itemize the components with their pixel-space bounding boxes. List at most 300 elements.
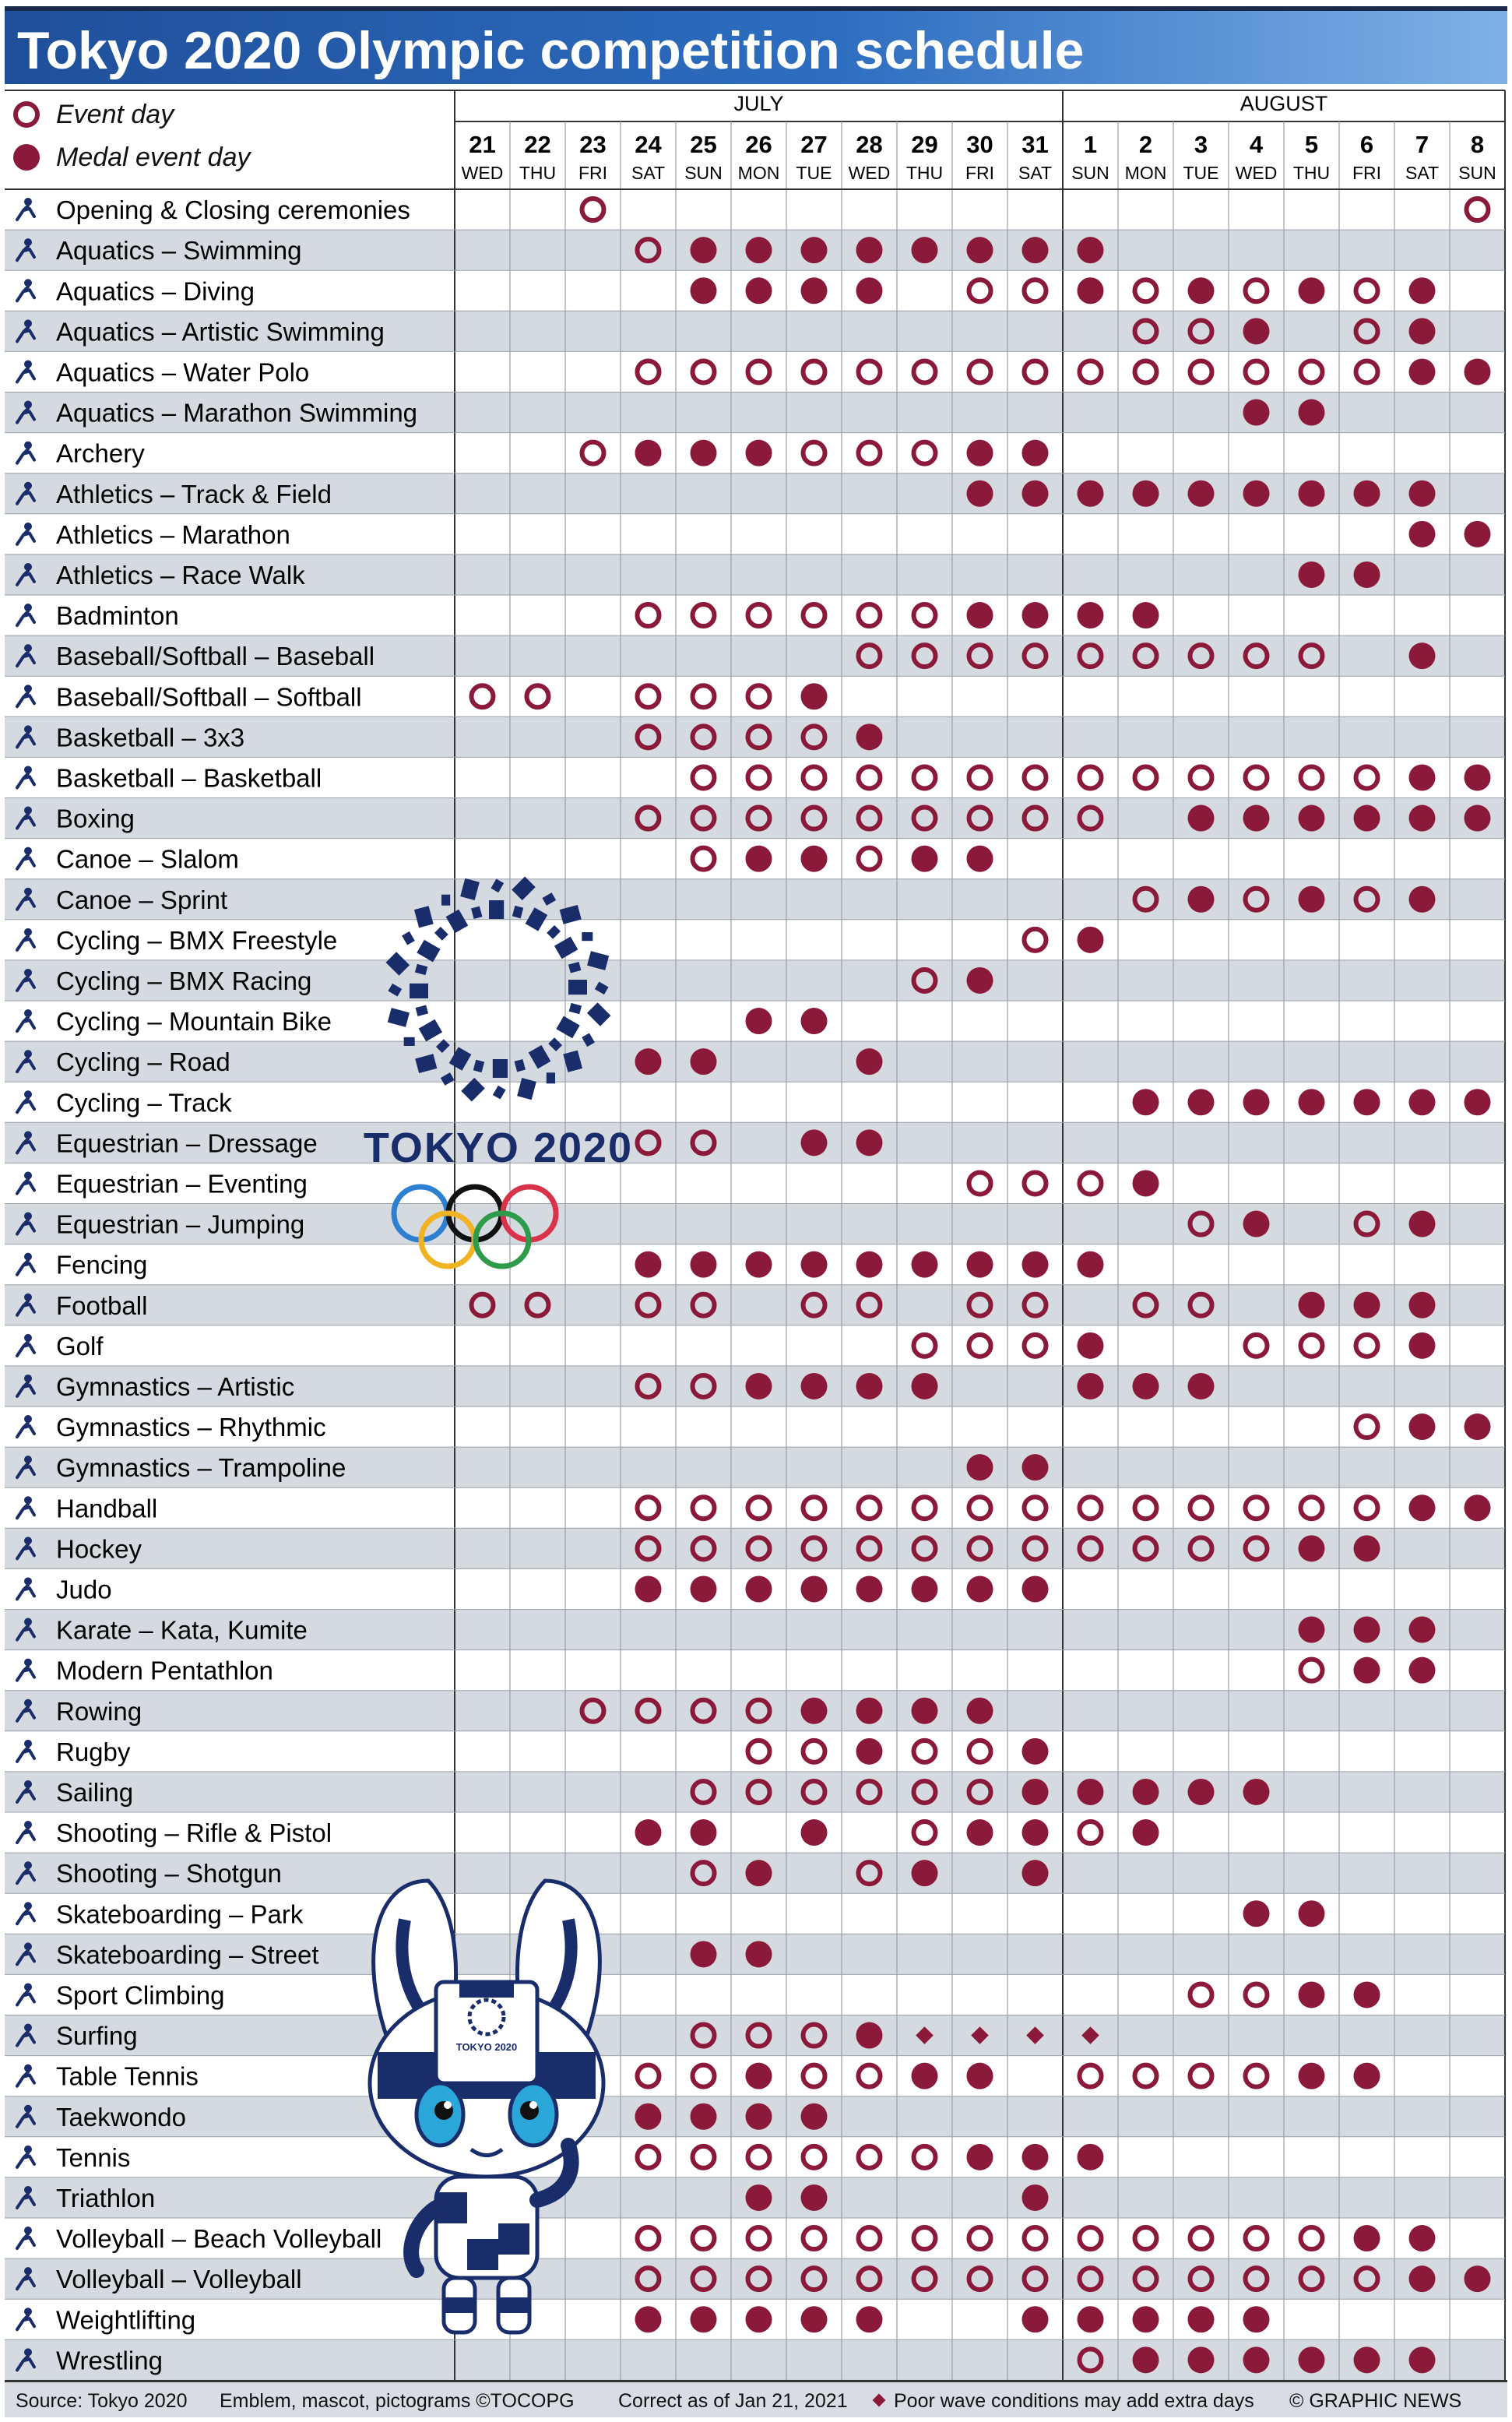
medal-day-marker (1188, 805, 1215, 832)
medal-day-marker (801, 1698, 828, 1724)
sport-label: Aquatics – Water Polo (56, 357, 310, 387)
day-of-week: MON (1124, 163, 1167, 183)
day-of-week: SAT (1018, 163, 1053, 183)
medal-day-marker (856, 1698, 883, 1724)
day-of-week: WED (848, 163, 891, 183)
medal-day-marker (801, 2306, 828, 2332)
day-number: 22 (524, 131, 551, 158)
medal-day-marker (1243, 400, 1270, 426)
day-of-week: TUE (796, 163, 832, 183)
medal-day-marker (856, 1251, 883, 1278)
medal-day-marker (1354, 1292, 1380, 1318)
medal-day-marker (1299, 400, 1325, 426)
row-background (5, 595, 1505, 635)
sport-label: Shooting – Rifle & Pistol (56, 1818, 332, 1848)
row-background (5, 1974, 1505, 2015)
sport-label: Football (56, 1290, 148, 1320)
medal-day-marker (1133, 1170, 1159, 1196)
sport-label: Volleyball – Volleyball (56, 2265, 302, 2294)
sport-label: Basketball – 3x3 (56, 723, 245, 752)
medal-day-marker (967, 2144, 993, 2170)
medal-day-marker (1022, 1738, 1049, 1765)
medal-day-marker (1299, 277, 1325, 304)
day-number: 7 (1415, 131, 1429, 158)
medal-day-marker (1409, 886, 1436, 913)
medal-day-marker (856, 1048, 883, 1075)
sport-label: Canoe – Slalom (56, 844, 239, 874)
day-of-week: FRI (965, 163, 995, 183)
medal-day-marker (746, 237, 772, 263)
medal-day-marker (856, 723, 883, 750)
medal-day-marker (1409, 1657, 1436, 1684)
sport-label: Sailing (56, 1777, 134, 1807)
row-background (5, 1772, 1505, 1812)
medal-day-marker (1354, 2346, 1380, 2373)
medal-day-marker (746, 2184, 772, 2211)
medal-day-marker (1022, 2184, 1049, 2211)
day-number: 30 (966, 131, 993, 158)
sport-label: Cycling – BMX Racing (56, 966, 312, 995)
medal-day-marker (912, 846, 938, 872)
sport-label: Gymnastics – Artistic (56, 1371, 295, 1401)
sport-label: Baseball/Softball – Baseball (56, 642, 375, 671)
medal-day-marker (1465, 764, 1491, 790)
medal-day-marker (746, 1251, 772, 1278)
medal-day-marker (912, 1251, 938, 1278)
row-background (5, 879, 1505, 920)
sport-label: Gymnastics – Rhythmic (56, 1413, 326, 1442)
medal-day-marker (1354, 1657, 1380, 1684)
medal-day-marker (1243, 2306, 1270, 2332)
medal-day-marker (691, 2103, 717, 2130)
medal-day-marker (1133, 1089, 1159, 1115)
medal-day-marker (1022, 2144, 1049, 2170)
day-of-week: WED (461, 163, 504, 183)
sport-label: Equestrian – Dressage (56, 1128, 318, 1158)
medal-day-marker (1243, 1900, 1270, 1927)
medal-day-marker (967, 2063, 993, 2089)
medal-day-marker (1188, 2306, 1215, 2332)
sport-label: Aquatics – Marathon Swimming (56, 398, 418, 428)
month-label-august: AUGUST (1239, 92, 1328, 115)
day-number: 21 (469, 131, 496, 158)
medal-day-marker (801, 1373, 828, 1399)
medal-day-marker (1133, 1779, 1159, 1805)
day-of-week: FRI (1352, 163, 1382, 183)
medal-day-marker (1299, 1292, 1325, 1318)
day-of-week: THU (905, 163, 944, 183)
medal-day-marker (1188, 1779, 1215, 1805)
medal-day-marker (1299, 2346, 1325, 2373)
medal-day-marker (1409, 481, 1436, 507)
medal-day-marker (856, 1575, 883, 1602)
medal-day-marker (967, 1251, 993, 1278)
footer-source: Source: Tokyo 2020 (16, 2390, 188, 2412)
medal-day-marker (1022, 1819, 1049, 1846)
medal-day-marker (635, 1819, 662, 1846)
medal-day-marker (1078, 1373, 1104, 1399)
day-number: 25 (690, 131, 717, 158)
sport-label: Triathlon (56, 2183, 156, 2213)
sport-label: Aquatics – Artistic Swimming (56, 317, 385, 347)
medal-day-marker (1409, 318, 1436, 344)
medal-day-marker (1022, 1860, 1049, 1886)
sport-label: Skateboarding – Park (56, 1899, 304, 1929)
sport-label: Judo (56, 1575, 112, 1604)
medal-day-marker (1078, 481, 1104, 507)
day-of-week: TUE (1183, 163, 1219, 183)
sport-label: Cycling – BMX Freestyle (56, 925, 338, 955)
sport-label: Hockey (56, 1534, 142, 1564)
miraitowa-mascot (343, 1865, 631, 2348)
medal-day-marker (691, 1048, 717, 1075)
medal-day-marker (967, 1575, 993, 1602)
medal-day-marker (967, 967, 993, 994)
sport-label: Boxing (56, 804, 135, 833)
medal-day-marker (1299, 1535, 1325, 1561)
medal-day-marker (856, 277, 883, 304)
medal-day-marker (635, 1575, 662, 1602)
medal-day-marker (856, 1738, 883, 1765)
sport-label: Cycling – Road (56, 1047, 230, 1077)
medal-day-marker (1022, 237, 1049, 263)
month-label-july: JULY (733, 92, 784, 115)
medal-day-marker (1409, 1617, 1436, 1643)
medal-day-marker (801, 1819, 828, 1846)
day-number: 23 (579, 131, 607, 158)
medal-day-marker (1022, 602, 1049, 628)
medal-day-marker (691, 440, 717, 466)
row-background (5, 1285, 1505, 1325)
medal-day-marker (1409, 277, 1436, 304)
medal-day-marker (1078, 927, 1104, 953)
medal-day-marker (1409, 358, 1436, 385)
medal-day-marker (635, 1048, 662, 1075)
medal-day-marker (1243, 805, 1270, 832)
sport-label: Sport Climbing (56, 1980, 225, 2010)
medal-day-marker (1465, 2265, 1491, 2292)
tokyo-2020-emblem (358, 864, 638, 1269)
medal-day-marker (1078, 277, 1104, 304)
medal-day-marker (1299, 805, 1325, 832)
medal-day-marker (1133, 2346, 1159, 2373)
row-background (5, 2137, 1505, 2177)
sport-label: Volleyball – Beach Volleyball (56, 2224, 382, 2254)
medal-day-marker (856, 2306, 883, 2332)
page-title: Tokyo 2020 Olympic competition schedule (17, 21, 1085, 80)
medal-day-marker (856, 237, 883, 263)
day-number: 8 (1470, 131, 1485, 158)
medal-day-marker (691, 1575, 717, 1602)
row-background (5, 2339, 1505, 2380)
medal-day-marker (1409, 1089, 1436, 1115)
medal-day-marker (1299, 886, 1325, 913)
sport-label: Equestrian – Eventing (56, 1169, 308, 1199)
medal-day-marker (1078, 1251, 1104, 1278)
medal-day-marker (967, 481, 993, 507)
medal-day-marker (1243, 481, 1270, 507)
medal-day-marker (967, 1698, 993, 1724)
sport-label: Gymnastics – Trampoline (56, 1453, 346, 1483)
medal-day-marker (856, 1129, 883, 1156)
medal-day-marker (1465, 521, 1491, 547)
sport-label: Fencing (56, 1250, 148, 1280)
day-number: 5 (1304, 131, 1319, 158)
medal-day-marker (746, 1860, 772, 1886)
medal-day-marker (1354, 481, 1380, 507)
medal-day-marker (635, 2306, 662, 2332)
medal-day-marker (912, 2063, 938, 2089)
medal-day-marker (746, 2103, 772, 2130)
emblem-checkered-ring-icon (386, 877, 611, 1102)
medal-day-marker (635, 1251, 662, 1278)
sport-label: Taekwondo (56, 2102, 186, 2132)
medal-day-marker (746, 1941, 772, 1967)
day-number: 2 (1138, 131, 1153, 158)
medal-day-marker (1188, 1373, 1215, 1399)
sport-label: Aquatics – Swimming (56, 236, 302, 266)
medal-day-marker (1409, 1292, 1436, 1318)
mascot-badge-text: TOKYO 2020 (455, 2041, 518, 2053)
medal-day-marker (912, 1860, 938, 1886)
medal-day-marker (1465, 358, 1491, 385)
medal-day-marker (1133, 1373, 1159, 1399)
day-of-week: MON (737, 163, 780, 183)
medal-day-marker (1022, 1454, 1049, 1480)
medal-day-marker (1354, 1617, 1380, 1643)
day-number: 31 (1021, 131, 1049, 158)
row-background (5, 2015, 1505, 2056)
sport-label: Handball (56, 1494, 158, 1523)
day-number: 6 (1359, 131, 1374, 158)
day-number: 3 (1194, 131, 1208, 158)
medal-day-marker (1078, 2306, 1104, 2332)
medal-day-marker (1299, 481, 1325, 507)
medal-day-marker (912, 1373, 938, 1399)
sport-label: Opening & Closing ceremonies (56, 195, 410, 225)
footer-copyright: © GRAPHIC NEWS (1289, 2390, 1462, 2412)
medal-day-marker (1133, 2306, 1159, 2332)
medal-day-marker (1299, 1981, 1325, 2008)
sport-label: Wrestling (56, 2346, 163, 2375)
day-number: 29 (911, 131, 938, 158)
medal-day-marker (967, 846, 993, 872)
medal-day-marker (801, 2103, 828, 2130)
sport-label: Equestrian – Jumping (56, 1209, 305, 1239)
medal-day-marker (1354, 1535, 1380, 1561)
medal-day-marker (635, 2103, 662, 2130)
day-of-week: SUN (1458, 163, 1496, 183)
day-of-week: SUN (684, 163, 723, 183)
medal-day-marker (1409, 2346, 1436, 2373)
medal-day-marker (801, 683, 828, 709)
medal-day-marker (1354, 561, 1380, 588)
medal-day-marker (746, 1373, 772, 1399)
row-background (5, 1731, 1505, 1772)
medal-day-marker (635, 440, 662, 466)
medal-day-marker (1299, 2063, 1325, 2089)
day-number: 4 (1249, 131, 1264, 158)
sport-label: Cycling – Mountain Bike (56, 1007, 332, 1037)
footer-note: Poor wave conditions may add extra days (894, 2390, 1254, 2412)
medal-day-marker (912, 237, 938, 263)
medal-day-marker (1299, 1089, 1325, 1115)
medal-day-marker (856, 1373, 883, 1399)
medal-day-marker (801, 1251, 828, 1278)
emblem-wordmark: TOKYO 2020 (363, 1125, 634, 1171)
medal-day-marker (801, 846, 828, 872)
medal-day-marker (1188, 481, 1215, 507)
medal-day-marker (1022, 1575, 1049, 1602)
medal-day-marker (746, 846, 772, 872)
sport-label: Athletics – Track & Field (56, 479, 332, 509)
sport-label: Canoe – Sprint (56, 885, 228, 914)
legend-event-label: Event day (56, 99, 174, 129)
sport-label: Athletics – Race Walk (56, 560, 305, 590)
medal-day-marker (1022, 481, 1049, 507)
sport-label: Basketball – Basketball (56, 763, 322, 793)
medal-day-marker (691, 2306, 717, 2332)
sport-label: Rugby (56, 1737, 131, 1766)
medal-day-marker (691, 1251, 717, 1278)
medal-day-marker (1409, 805, 1436, 832)
medal-day-marker (691, 277, 717, 304)
medal-day-marker (801, 1575, 828, 1602)
medal-day-marker (1409, 1413, 1436, 1440)
day-number: 24 (635, 131, 662, 158)
medal-day-marker (1133, 602, 1159, 628)
medal-day-marker (1243, 1211, 1270, 1237)
medal-day-marker (1243, 2346, 1270, 2373)
olympic-rings-icon (394, 1187, 556, 1266)
footer-date: Correct as of Jan 21, 2021 (618, 2390, 848, 2412)
medal-day-marker (1465, 805, 1491, 832)
medal-day-marker (801, 2184, 828, 2211)
medal-day-marker (912, 1698, 938, 1724)
medal-day-marker (801, 1008, 828, 1034)
sport-label: Karate – Kata, Kumite (56, 1615, 308, 1645)
sport-label: Table Tennis (56, 2061, 199, 2091)
medal-day-marker (1078, 237, 1104, 263)
sport-label: Aquatics – Diving (56, 276, 255, 306)
medal-day-marker (967, 1819, 993, 1846)
sport-label: Archery (56, 438, 145, 468)
day-number: 1 (1083, 131, 1098, 158)
day-of-week: THU (1292, 163, 1331, 183)
medal-day-marker (1354, 805, 1380, 832)
medal-day-marker (691, 1819, 717, 1846)
day-of-week: THU (519, 163, 557, 183)
day-of-week: SAT (1405, 163, 1440, 183)
medal-day-marker (1022, 1251, 1049, 1278)
medal-day-marker (1354, 2063, 1380, 2089)
medal-day-marker (1022, 440, 1049, 466)
sport-label: Tennis (56, 2142, 131, 2172)
day-number: 28 (856, 131, 883, 158)
medal-day-marker (746, 2306, 772, 2332)
medal-day-marker (691, 237, 717, 263)
sport-label: Golf (56, 1331, 104, 1361)
medal-day-marker (1188, 1089, 1215, 1115)
medal-day-marker (1409, 2225, 1436, 2251)
row-background (5, 798, 1505, 839)
medal-day-marker (691, 1941, 717, 1967)
medal-day-marker (1133, 481, 1159, 507)
medal-day-marker (1243, 1779, 1270, 1805)
row-background (5, 1691, 1505, 1731)
medal-day-marker (1409, 1494, 1436, 1521)
row-background (5, 1487, 1505, 1528)
sport-label: Cycling – Track (56, 1088, 232, 1118)
sport-label: Baseball/Softball – Softball (56, 682, 362, 712)
sport-label: Skateboarding – Street (56, 1940, 319, 1970)
medal-day-marker (1354, 1981, 1380, 2008)
medal-day-marker (1133, 1819, 1159, 1846)
mascot-icon (370, 1881, 603, 2332)
day-of-week: WED (1235, 163, 1278, 183)
sport-label: Rowing (56, 1696, 142, 1726)
medal-day-marker (746, 277, 772, 304)
sport-label: Surfing (56, 2021, 138, 2051)
medal-day-marker (1409, 1211, 1436, 1237)
medal-day-marker (967, 602, 993, 628)
medal-day-marker (1188, 886, 1215, 913)
row-background (5, 1325, 1505, 1366)
sport-label: Athletics – Marathon (56, 519, 290, 549)
medal-day-marker (1243, 1089, 1270, 1115)
footer (5, 2380, 1507, 2417)
medal-day-marker (1078, 1332, 1104, 1359)
sport-label: Weightlifting (56, 2305, 196, 2335)
day-of-week: SAT (631, 163, 666, 183)
medal-day-marker (1409, 521, 1436, 547)
medal-day-marker (967, 237, 993, 263)
legend-medal-label: Medal event day (56, 142, 251, 172)
medal-day-marker (1409, 642, 1436, 669)
medal-day-marker (967, 1454, 993, 1480)
medal-day-marker (1299, 1617, 1325, 1643)
medal-day-marker (1299, 1900, 1325, 1927)
medal-day-marker (1188, 277, 1215, 304)
day-number: 26 (745, 131, 772, 158)
medal-day-marker (801, 237, 828, 263)
day-of-week: SUN (1071, 163, 1109, 183)
day-number: 27 (800, 131, 828, 158)
medal-day-marker (1409, 1332, 1436, 1359)
medal-day-marker (801, 277, 828, 304)
medal-day-marker (912, 1575, 938, 1602)
medal-day-marker (1299, 561, 1325, 588)
medal-day-marker (746, 2063, 772, 2089)
medal-day-marker (1022, 1779, 1049, 1805)
medal-day-marker (1409, 764, 1436, 790)
medal-day-marker (1354, 2225, 1380, 2251)
medal-day-marker (1078, 1779, 1104, 1805)
day-of-week: FRI (578, 163, 608, 183)
row-background (5, 1528, 1505, 1568)
medal-day-marker (1243, 318, 1270, 344)
medal-day-marker (746, 440, 772, 466)
medal-day-marker (1188, 2346, 1215, 2373)
medal-day-marker (1409, 2265, 1436, 2292)
medal-day-marker (1078, 602, 1104, 628)
footer-credits: Emblem, mascot, pictograms ©TOCOPG (220, 2390, 575, 2412)
diamond-icon (870, 2390, 888, 2414)
sport-label: Shooting – Shotgun (56, 1859, 282, 1889)
medal-day-marker (1465, 1494, 1491, 1521)
medal-day-marker (801, 1129, 828, 1156)
medal-day-marker (967, 440, 993, 466)
